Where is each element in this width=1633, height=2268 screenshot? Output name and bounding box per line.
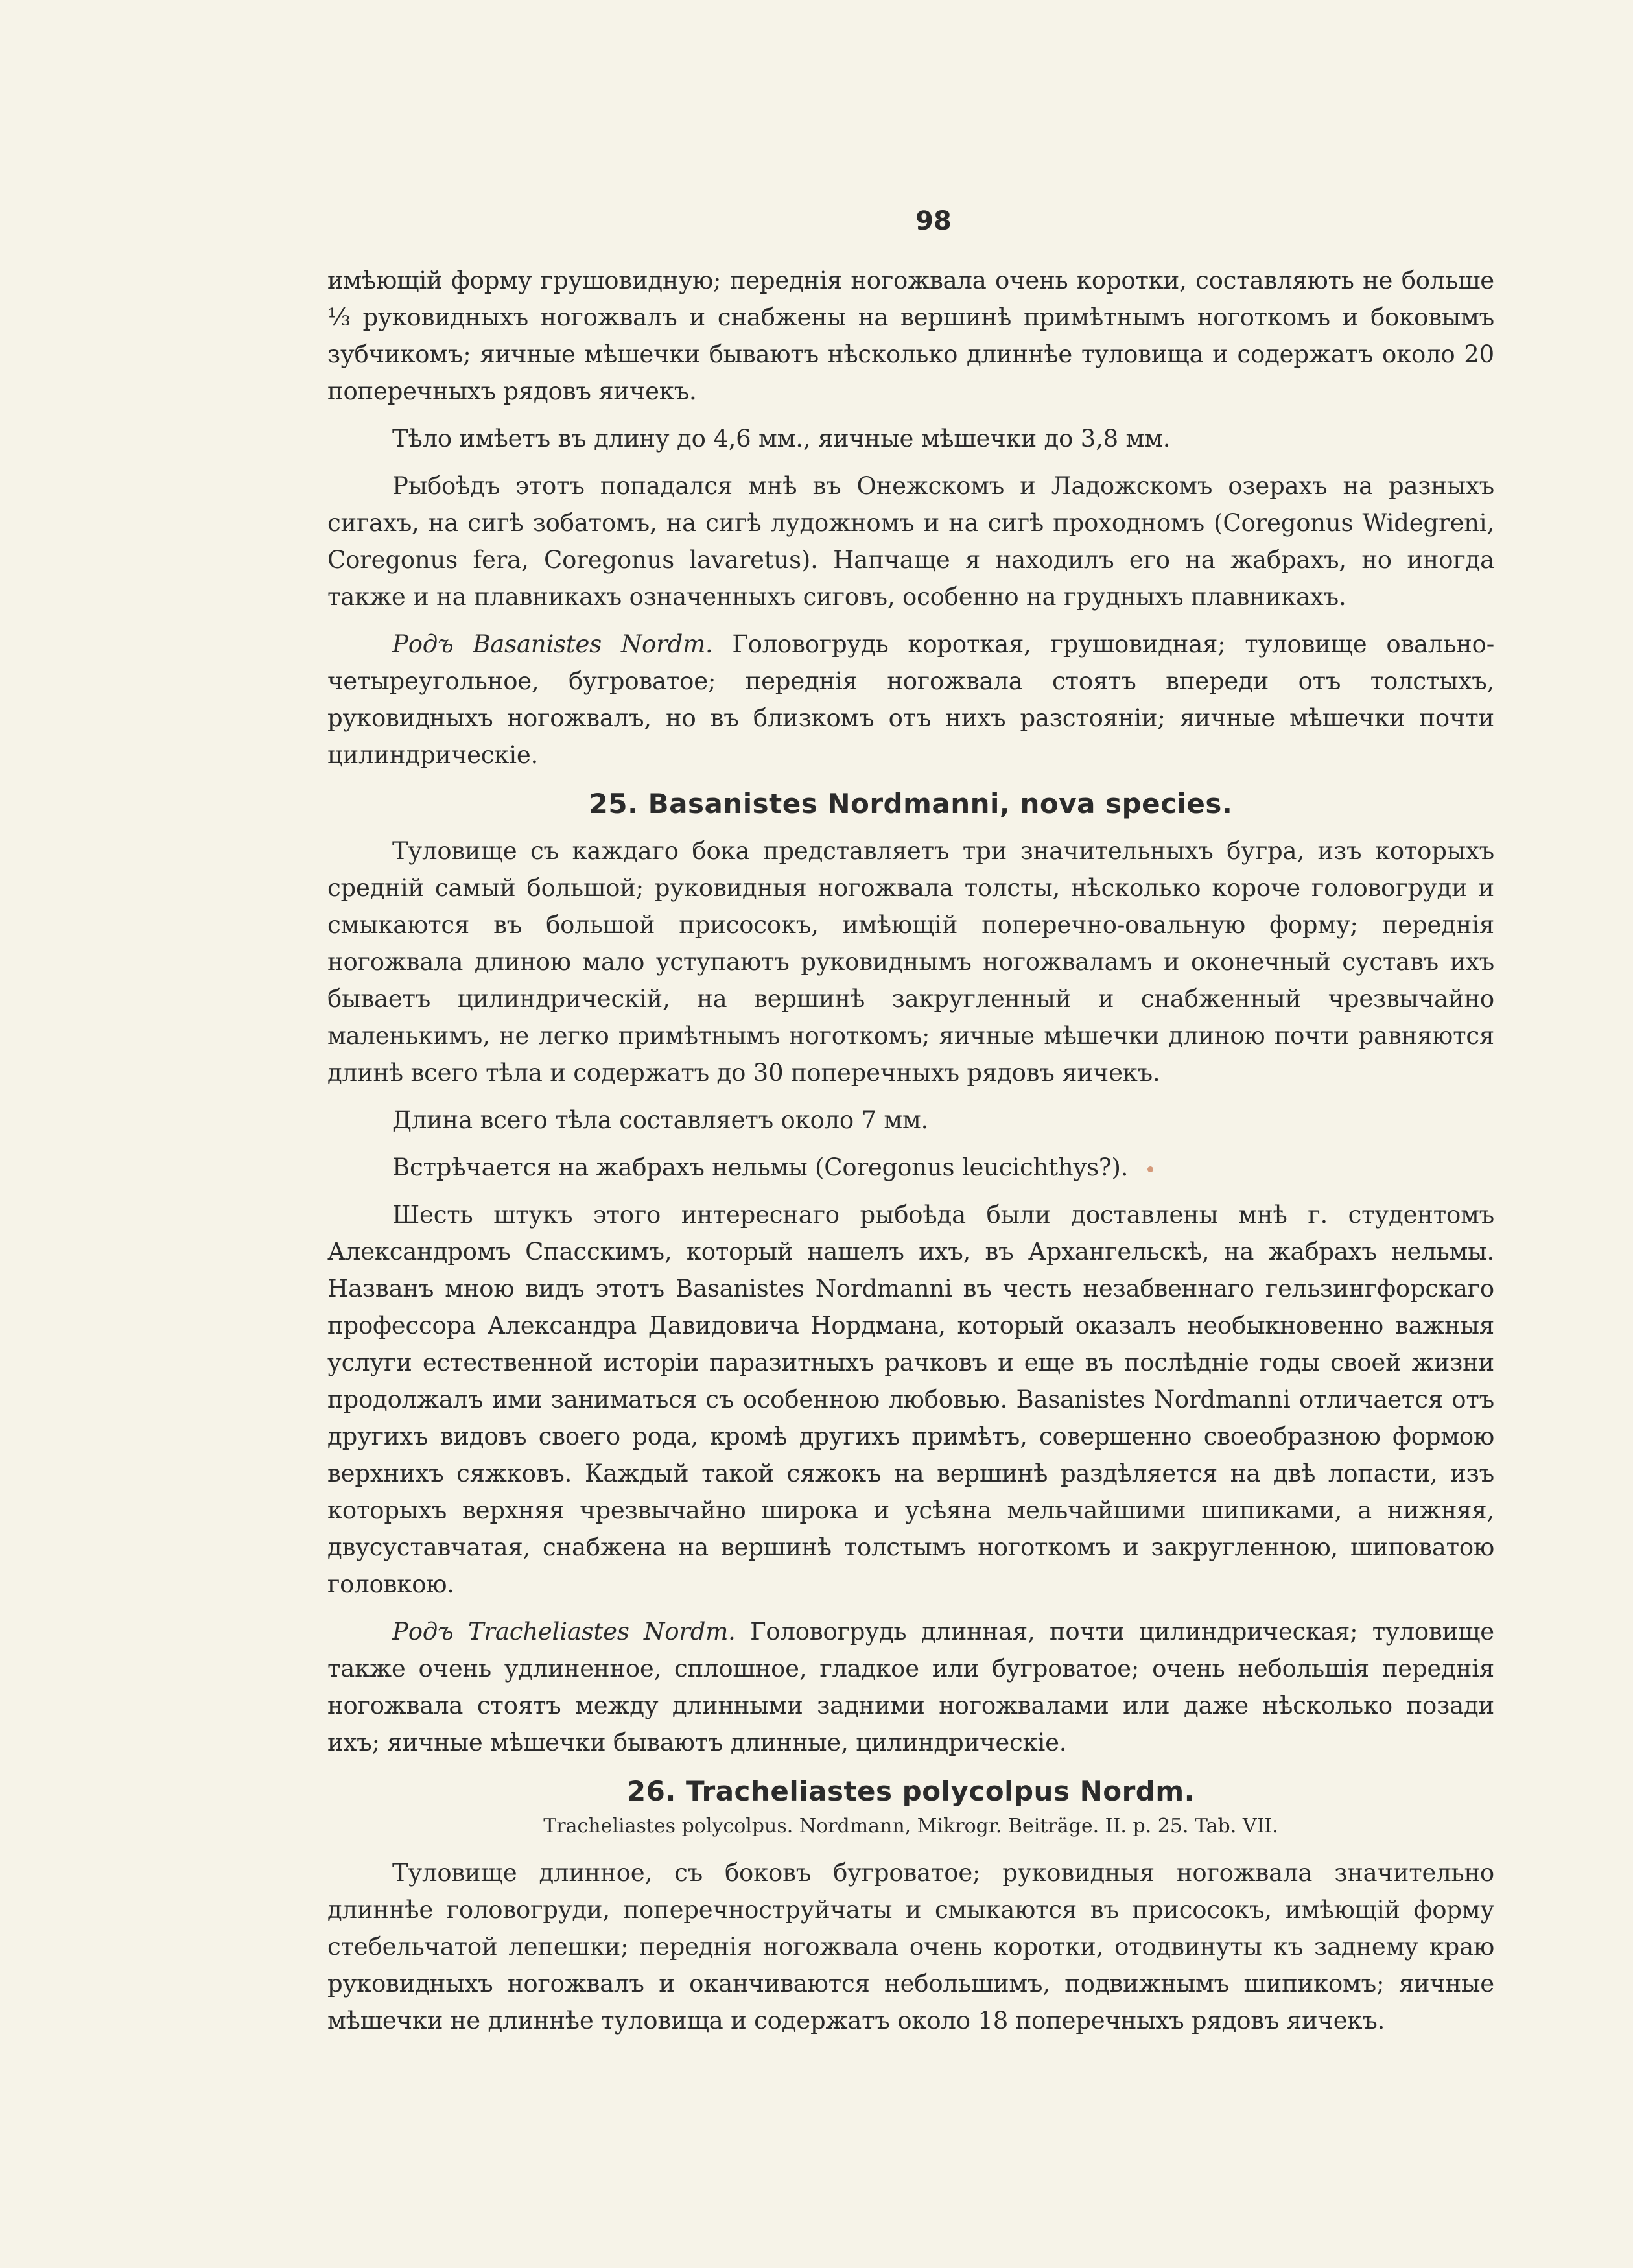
- paragraph-occurrence: [327, 1149, 1494, 1186]
- species-citation: Tracheliastes polycolpus. Nordmann, Mikrogr. Beiträge. II. p. 25. Tab. VII.: [543, 1815, 1278, 1837]
- paragraph-genus-basanistes: [327, 626, 1494, 774]
- paragraph-species-26-description: Туловище длинное, съ боковъ бугроватое; руковидныя ногожвала значительно длиннѣе головогруди, поперечноструйчаты и смыкаются въ присосокъ, имѣющій форму стебельчатой лепешки; переднія ногожвала очень коротки, отодвинуты къ заднему краю руковидныхъ ногожвалъ и оканчиваются небольшимъ, подвижнымъ шипикомъ; яичные мѣшечки не длиннѣе туловища и содержатъ около 18 поперечныхъ рядовъ яичекъ.: [327, 1859, 1494, 2035]
- page-number: 98: [915, 206, 952, 236]
- paragraph-total-length: Длина всего тѣла составляетъ около 7 мм.: [392, 1106, 929, 1134]
- genus-name-tracheliastes: Родъ Tracheliastes Nordm.: [392, 1618, 736, 1646]
- ink-spot: [1147, 1166, 1153, 1172]
- species-heading-25: 25. Basanistes Nordmanni, nova species.: [589, 788, 1233, 820]
- paragraph-habitat: Рыбоѣдъ этотъ попадался мнѣ въ Онежскомъ и Ладожскомъ озерахъ на разныхъ сигахъ, на сигѣ зобатомъ, на сигѣ лудожномъ и на сигѣ проходномъ (Coregonus Widegreni, Coregonus fera, Coregonus lavaretus). Напчаще я находилъ его на жабрахъ, но иногда также и на плавникахъ означенныхъ сиговъ, особенно на грудныхъ плавникахъ.: [327, 472, 1494, 611]
- paragraph-specimens: Шесть штукъ этого интереснаго рыбоѣда были доставлены мнѣ г. студентомъ Александромъ Спасскимъ, который нашелъ ихъ, въ Архангельскѣ, на жабрахъ нельмы. Названъ мною видъ этотъ Basanistes Nordmanni въ честь незабвеннаго гельзингфорскаго профессора Александра Давидовича Нордмана, который оказалъ необыкновенно важныя услуги естественной исторіи паразитныхъ рачковъ и еще въ послѣдніе годы своей жизни продолжалъ ими заниматься съ особенною любовью. Basanistes Nordmanni отличается отъ другихъ видовъ своего рода, кромѣ другихъ примѣтъ, совершенно своеобразною формою верхнихъ сяжковъ. Каждый такой сяжокъ на вершинѣ раздѣляется на двѣ лопасти, изъ которыхъ верхняя чрезвычайно широка и усѣяна мельчайшими шипиками, а нижняя, двусуставчатая, снабжена на вершинѣ толстымъ ноготкомъ и закругленною, шиповатою головкою.: [327, 1201, 1494, 1598]
- document-page: [327, 206, 1494, 2049]
- occurrence-text: Встрѣчается на жабрахъ нельмы (Coregonus leucichthys?).: [392, 1153, 1129, 1181]
- paragraph-genus-tracheliastes: [327, 1613, 1494, 1761]
- paragraph-body-length: Тѣло имѣетъ въ длину до 4,6 мм., яичные мѣшечки до 3,8 мм.: [392, 425, 1171, 453]
- genus-description-tracheliastes: Головогрудь длинная, почти цилиндрическая; туловище также очень удлиненное, сплошное, гладкое или бугроватое; очень небольшія переднія ногожвала стоятъ между длинными задними ногожвалами или даже нѣсколько позади ихъ; яичные мѣшечки бываютъ длинные, цилиндрическіе.: [327, 1618, 1494, 1756]
- genus-name-basanistes: Родъ Basanistes Nordm.: [392, 630, 713, 658]
- genus-description-basanistes: Головогрудь короткая, грушовидная; туловище овально-четыреугольное, бугроватое; переднія ногожвала стоятъ впереди отъ толстыхъ, руковидныхъ ногожвалъ, но въ близкомъ отъ нихъ разстояніи; яичные мѣшечки почти цилиндрическіе.: [327, 630, 1494, 769]
- paragraph-species-description: Туловище съ каждаго бока представляетъ три значительныхъ бугра, изъ которыхъ средній самый большой; руковидныя ногожвала толсты, нѣсколько короче головогруди и смыкаются въ большой присосокъ, имѣющій поперечно-овальную форму; переднія ногожвала длиною мало уступаютъ руковиднымъ ногожваламъ и оконечный суставъ ихъ бываетъ цилиндрическій, на вершинѣ закругленный и снабженный чрезвычайно маленькимъ, не легко примѣтнымъ ноготкомъ; яичные мѣшечки длиною почти равняются длинѣ всего тѣла и содержатъ до 30 поперечныхъ рядовъ яичекъ.: [327, 837, 1494, 1087]
- species-heading-26: 26. Tracheliastes polycolpus Nordm.: [626, 1775, 1195, 1807]
- paragraph-continuation: имѣющій форму грушовидную; переднія ногожвала очень коротки, составляють не больше ⅓ руковидныхъ ногожвалъ и снабжены на вершинѣ примѣтнымъ ноготкомъ и боковымъ зубчикомъ; яичные мѣшечки бываютъ нѣсколько длиннѣе туловища и содержатъ около 20 поперечныхъ рядовъ яичекъ.: [327, 266, 1494, 405]
